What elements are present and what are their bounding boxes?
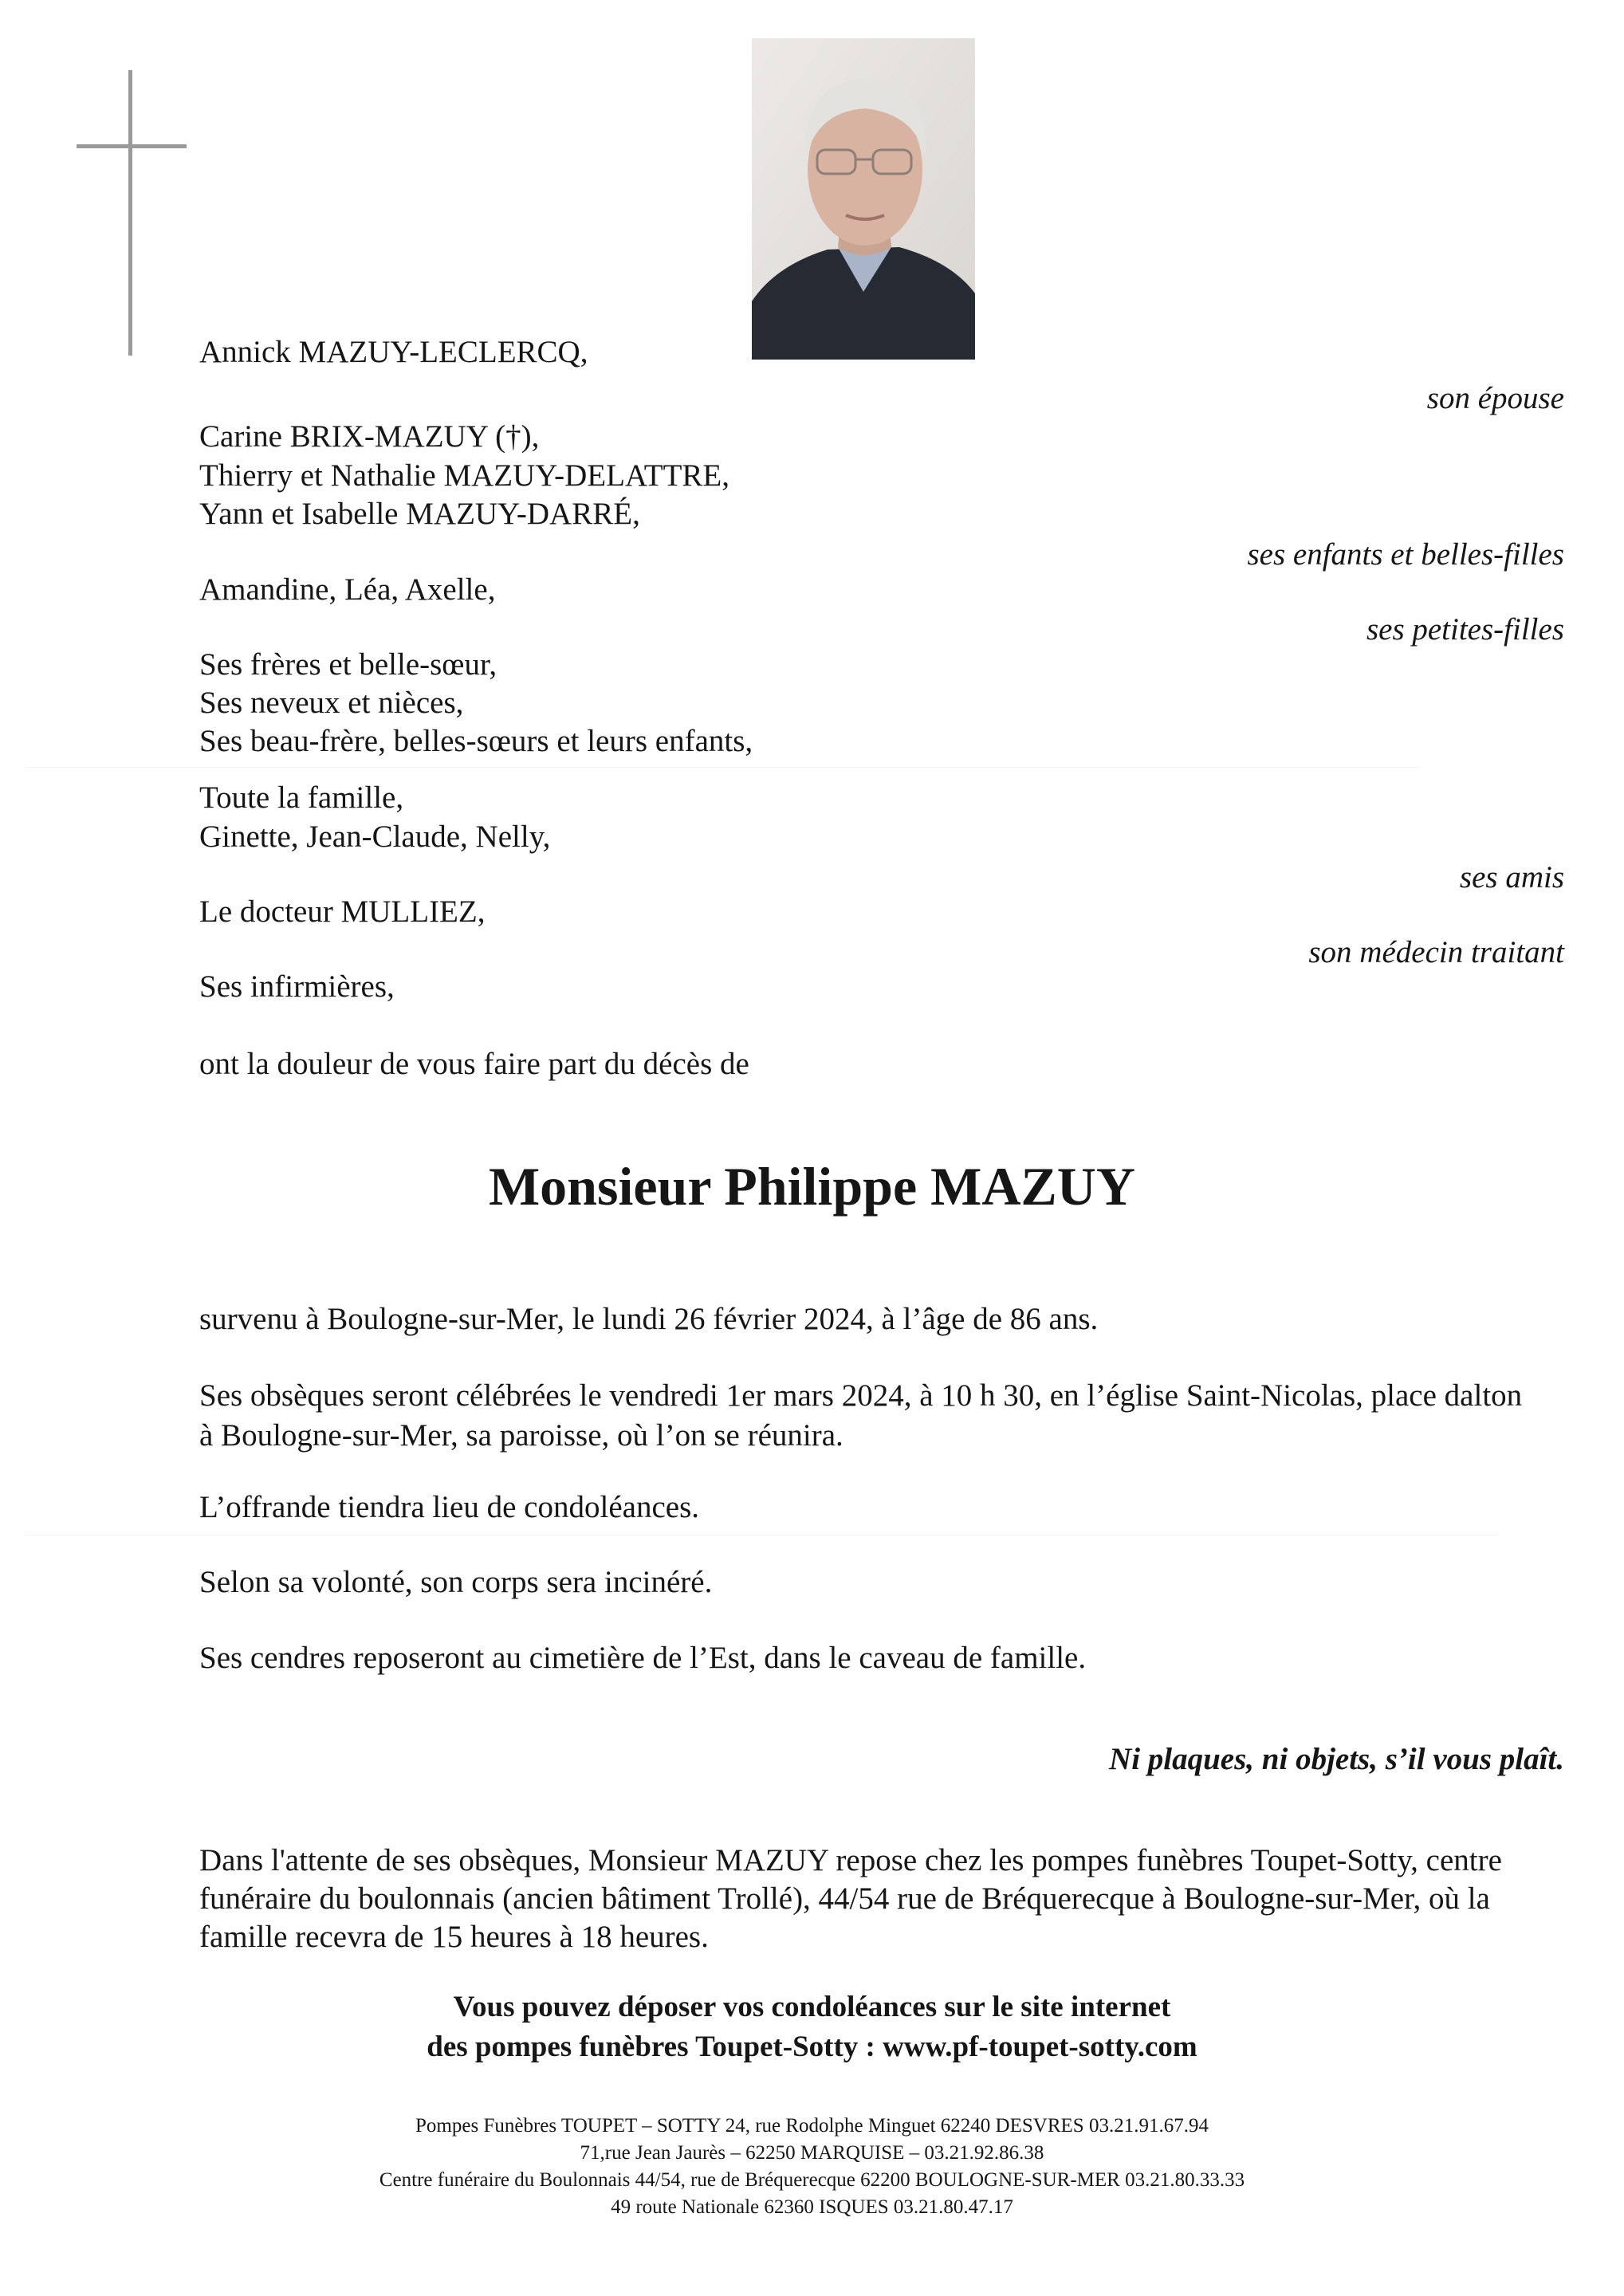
child-2: Thierry et Nathalie MAZUY-DELATTRE, xyxy=(199,458,729,493)
doctor: Le docteur MULLIEZ, xyxy=(199,894,486,929)
footer-line-3: Centre funéraire du Boulonnais 44/54, rue de Bréquerecque 62200 BOULOGNE-SUR-MER 03.21.80.33.33 xyxy=(379,2169,1245,2191)
ashes-note: Ses cendres reposeront au cimetière de l’Est, dans le caveau de famille. xyxy=(199,1641,1087,1675)
scan-line xyxy=(24,767,1419,768)
all-family: Toute la famille, xyxy=(199,780,404,815)
friends-role: ses amis xyxy=(1459,860,1564,894)
friends: Ginette, Jean-Claude, Nelly, xyxy=(199,820,551,854)
offering-note: L’offrande tiendra lieu de condoléances. xyxy=(199,1490,699,1524)
cremation-note: Selon sa volonté, son corps sera incinéré. xyxy=(199,1565,713,1599)
granddaughters-role: ses petites-filles xyxy=(1366,612,1564,647)
no-flowers-note: Ni plaques, ni objets, s’il vous plaît. xyxy=(1109,1742,1564,1776)
portrait-photo xyxy=(752,38,975,360)
announcement: ont la douleur de vous faire part du décès de xyxy=(199,1047,749,1081)
footer-line-2: 71,rue Jean Jaurès – 62250 MARQUISE – 03.21.92.86.38 xyxy=(580,2142,1044,2164)
cross-vertical-bar xyxy=(128,70,132,356)
spouse-role: son épouse xyxy=(1426,381,1564,415)
condolences-line-2: des pompes funèbres Toupet-Sotty : www.pf-toupet-sotty.com xyxy=(427,2031,1197,2063)
spouse-name: Annick MAZUY-LECLERCQ, xyxy=(199,335,588,369)
death-details: survenu à Boulogne-sur-Mer, le lundi 26 février 2024, à l’âge de 86 ans. xyxy=(199,1302,1099,1336)
footer-line-1: Pompes Funèbres TOUPET – SOTTY 24, rue Rodolphe Minguet 62240 DESVRES 03.21.91.67.94 xyxy=(415,2115,1209,2137)
relatives-1: Ses frères et belle-sœur, xyxy=(199,647,497,682)
deceased-name: Monsieur Philippe MAZUY xyxy=(488,1156,1136,1217)
funeral-details: Ses obsèques seront célébrées le vendredi 1er mars 2024, à 10 h 30, en l’église Saint-Nicolas, place dalton à Boulogne-sur-Mer, sa paroisse, où l’on se réunira. xyxy=(199,1378,1523,1453)
condolences-line-1: Vous pouvez déposer vos condoléances sur le site internet xyxy=(453,1991,1171,2023)
footer-line-4: 49 route Nationale 62360 ISQUES 03.21.80.47.17 xyxy=(611,2196,1013,2218)
cross-horizontal-bar xyxy=(77,144,187,148)
doctor-role: son médecin traitant xyxy=(1308,935,1564,969)
child-3: Yann et Isabelle MAZUY-DARRÉ, xyxy=(199,497,640,531)
visitation-details: Dans l'attente de ses obsèques, Monsieur MAZUY repose chez les pompes funèbres Toupet-Sotty, centre funéraire du boulonnais (ancien bâtiment Trollé), 44/54 rue de Bréquerecque à Boulogne-sur-Mer, où la famille recevra de 15 heures à 18 heures. xyxy=(199,1843,1502,1954)
child-1: Carine BRIX-MAZUY (†), xyxy=(199,419,540,454)
relatives-2: Ses neveux et nièces, xyxy=(199,686,464,720)
relatives-3: Ses beau-frère, belles-sœurs et leurs enfants, xyxy=(199,724,753,758)
children-role: ses enfants et belles-filles xyxy=(1247,537,1564,572)
nurses: Ses infirmières, xyxy=(199,969,395,1004)
granddaughters: Amandine, Léa, Axelle, xyxy=(199,572,496,607)
